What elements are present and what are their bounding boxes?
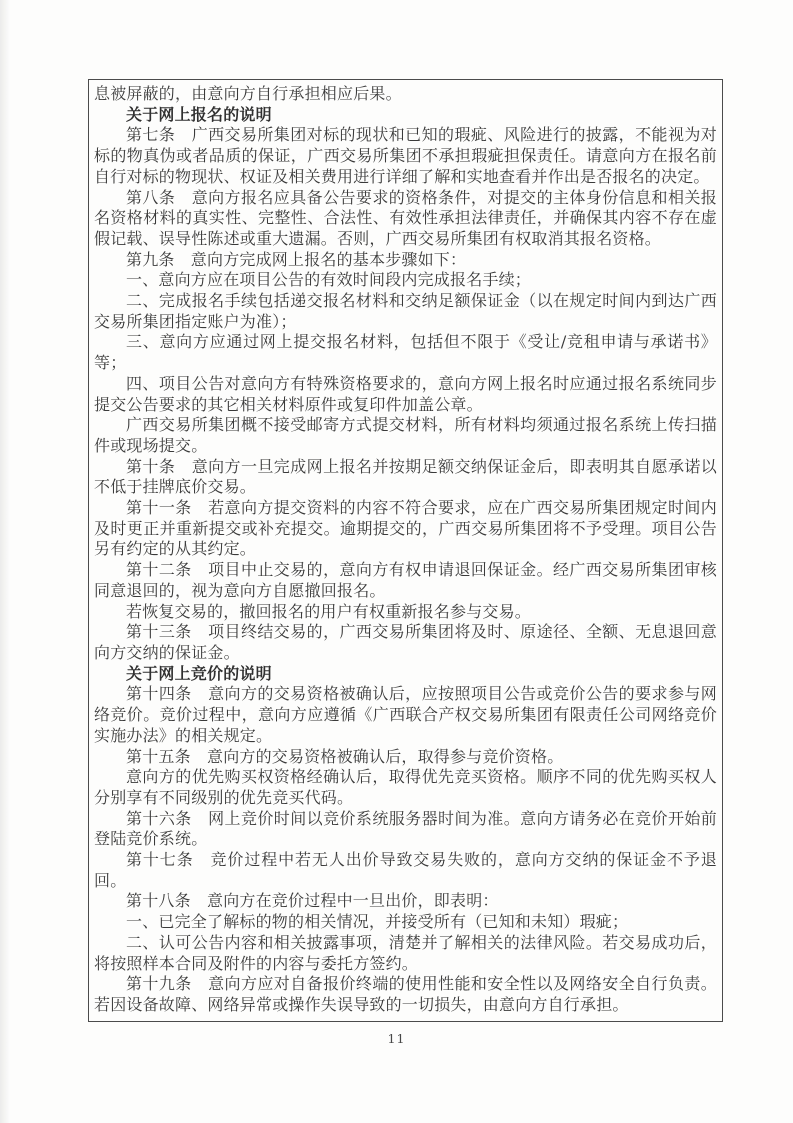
paragraph-article-9-item-1: 一、意向方应在项目公告的有效时间段内完成报名手续；	[126, 270, 532, 290]
paragraph-article-9-note: 广西交易所集团概不接受邮寄方式提交材料，所有材料均须通过报名系统上传扫描件或现场提交。	[94, 415, 717, 455]
content-frame	[88, 79, 723, 1022]
paragraph-article-7: 第七条 广西交易所集团对标的现状和已知的瑕疵、风险进行的披露，不能视为对标的物真伪或者品质的保证，广西交易所集团不承担瑕疵担保责任。请意向方在报名前自行对标的物现状、权证及相关费用进行详细了解和实地查看并作出是否报名的决定。	[94, 125, 717, 186]
paragraph-article-10: 第十条 意向方一旦完成网上报名并按期足额交纳保证金后，即表明其自愿承诺以不低于挂牌底价交易。	[94, 456, 717, 497]
paragraph-article-12-note: 若恢复交易的，撤回报名的用户有权重新报名参与交易。	[126, 601, 532, 621]
paragraph-article-15-note: 意向方的优先购买权资格经确认后，取得优先竞买资格。顺序不同的优先购买权人分别享有不同级别的优先竞买代码。	[94, 767, 717, 807]
paragraph-article-9-item-3: 三、意向方应通过网上提交报名材料，包括但不限于《受让/竞租申请与承诺书》等；	[94, 332, 717, 373]
paragraph-article-18: 第十八条 意向方在竞价过程中一旦出价，即表明：	[126, 891, 499, 911]
paragraph-article-9-item-4: 四、项目公告对意向方有特殊资格要求的，意向方网上报名时应通过报名系统同步提交公告要求的其它相关材料原件或复印件加盖公章。	[94, 373, 717, 414]
paragraph-article-11: 第十一条 若意向方提交资料的内容不符合要求，应在广西交易所集团规定时间内及时更正并重新提交或补充提交。逾期提交的，广西交易所集团将不予受理。项目公告另有约定的从其约定。	[94, 498, 717, 559]
section-heading-bidding: 关于网上竞价的说明	[126, 663, 272, 683]
paragraph-article-9: 第九条 意向方完成网上报名的基本步骤如下：	[126, 249, 467, 269]
paragraph-article-8: 第八条 意向方报名应具备公告要求的资格条件，对提交的主体身份信息和相关报名资格材料的真实性、完整性、合法性、有效性承担法律责任，并确保其内容不存在虚假记载、误导性陈述或重大遗漏。否则，广西交易所集团有权取消其报名资格。	[94, 187, 717, 248]
paragraph-article-14: 第十四条 意向方的交易资格被确认后，应按照项目公告或竞价公告的要求参与网络竞价。竞价过程中，意向方应遵循《广西联合产权交易所集团有限责任公司网络竞价实施办法》的相关规定。	[94, 684, 717, 745]
paragraph-article-16: 第十六条 网上竞价时间以竞价系统服务器时间为准。意向方请务必在竞价开始前登陆竞价系统。	[94, 808, 717, 849]
paragraph-article-9-item-2: 二、完成报名手续包括递交报名材料和交纳足额保证金（以在规定时间内到达广西交易所集团指定账户为准）；	[94, 291, 717, 331]
paragraph-article-19: 第十九条 意向方应对自备报价终端的使用性能和安全性以及网络安全自行负责。若因设备故障、网络异常或操作失误导致的一切损失，由意向方自行承担。	[94, 974, 717, 1014]
paragraph-article-15: 第十五条 意向方的交易资格被确认后，取得参与竞价资格。	[126, 746, 564, 766]
paragraph-article-17: 第十七条 竞价过程中若无人出价导致交易失败的，意向方交纳的保证金不予退回。	[94, 850, 717, 890]
section-heading-registration: 关于网上报名的说明	[126, 104, 272, 124]
paragraph-article-12: 第十二条 项目中止交易的，意向方有权申请退回保证金。经广西交易所集团审核同意退回的，视为意向方自愿撤回报名。	[94, 560, 717, 600]
paragraph-article-13: 第十三条 项目终结交易的，广西交易所集团将及时、原途径、全额、无息退回意向方交纳的保证金。	[94, 622, 717, 662]
continuation-line: 息被屏蔽的，由意向方自行承担相应后果。	[94, 84, 402, 103]
paragraph-article-18-item-1: 一、已完全了解标的物的相关情况，并接受所有（已知和未知）瑕疵；	[126, 912, 629, 932]
paragraph-article-18-item-2: 二、认可公告内容和相关披露事项，清楚并了解相关的法律风险。若交易成功后，将按照样本合同及附件的内容与委托方签约。	[94, 932, 717, 973]
page-number: 11	[387, 1031, 406, 1046]
